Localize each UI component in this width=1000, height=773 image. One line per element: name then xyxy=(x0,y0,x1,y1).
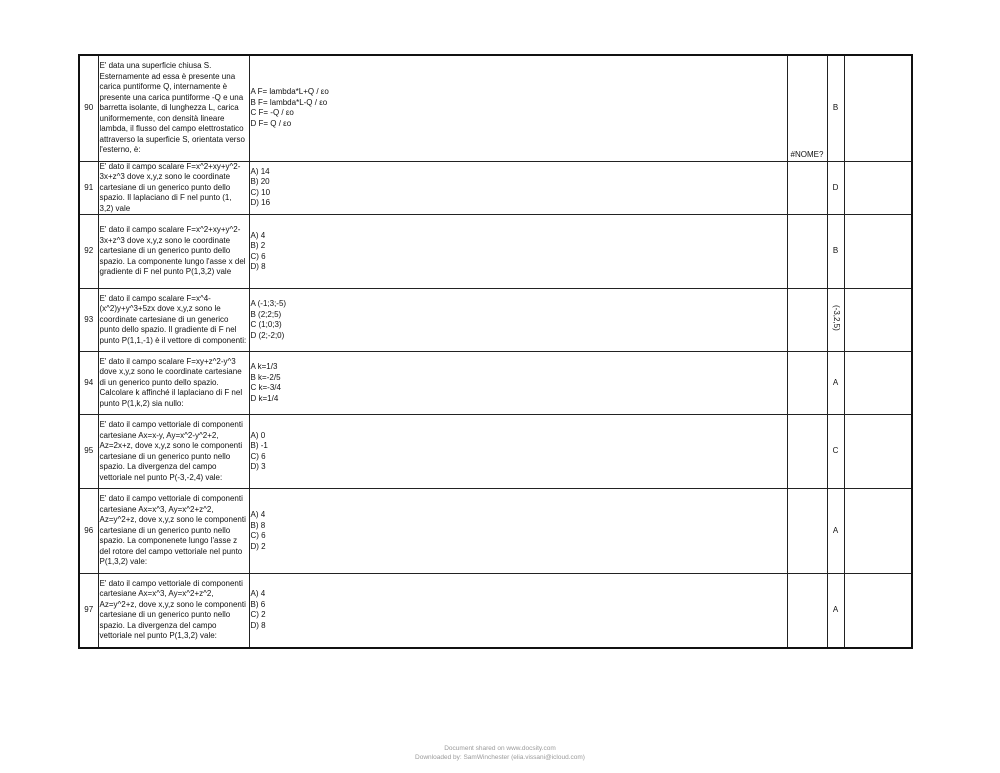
answer-options: A) 14 B) 20 C) 10 D) 16 xyxy=(249,161,787,215)
answer-options: A F= lambda*L+Q / εo B F= lambda*L-Q / εo C F= -Q / εo D F= Q / εo xyxy=(249,55,787,161)
table-row xyxy=(79,55,912,161)
docsity-share-notice: Document shared on www.docsity.com xyxy=(444,745,556,752)
answer-key: A xyxy=(827,574,844,648)
formula-error-cell xyxy=(787,289,827,352)
question-number: 91 xyxy=(79,161,98,215)
answer-key: A xyxy=(827,489,844,574)
answer-options: A) 0 B) -1 C) 6 D) 3 xyxy=(249,415,787,489)
empty-cell xyxy=(844,289,912,352)
question-text: E' dato il campo vettoriale di componenti cartesiane Ax=x^3, Ay=x^2+z^2, Az=y^2+z, dove x,y,z sono le componenti cartesiane di un generico punto nello spazio. La componenete lungo l'asse z del rotore del campo vettoriale nel punto P(1,3,2) vale: xyxy=(98,489,249,574)
answer-key: A xyxy=(827,352,844,415)
formula-error-cell xyxy=(787,489,827,574)
answer-key: C xyxy=(827,415,844,489)
answer-options: A) 4 B) 2 C) 6 D) 8 xyxy=(249,215,787,289)
empty-cell xyxy=(844,415,912,489)
empty-cell xyxy=(844,489,912,574)
download-attribution: Downloaded by: SamWinchester (elia.vissani@icloud.com) xyxy=(415,754,585,761)
question-number: 92 xyxy=(79,215,98,289)
answer-options: A) 4 B) 6 C) 2 D) 8 xyxy=(249,574,787,648)
quiz-table xyxy=(78,54,913,649)
empty-cell xyxy=(844,161,912,215)
question-text: E' dato il campo scalare F=x^2+xy+y^2-3x+z^3 dove x,y,z sono le coordinate cartesiane di un generico punto dello spazio. Il laplaciano di F nel punto (1, 3,2) vale xyxy=(98,161,249,215)
question-text: E' dato il campo scalare F=xy+z^2-y^3 dove x,y,z sono le coordinate cartesiane di un generico punto dello spazio. Calcolare k affinché il laplaciano di F nel punto P(1,k,2) sia nullo: xyxy=(98,352,249,415)
question-number: 97 xyxy=(79,574,98,648)
formula-error-cell xyxy=(787,574,827,648)
table-row xyxy=(79,489,912,574)
formula-error-cell xyxy=(787,215,827,289)
question-text: E' dato il campo scalare F=x^4-(x^2)y+y^3+5zx dove x,y,z sono le coordinate cartesiane di un generico punto dello spazio. Il gradiente di F nel punto P(1,1,-1) è il vettore di componenti: xyxy=(98,289,249,352)
question-text: E' dato il campo scalare F=x^2+xy+y^2-3x+z^3 dove x,y,z sono le coordinate cartesiane di un generico punto dello spazio. La componente lungo l'asse x del gradiente di F nel punto P(1,3,2) vale xyxy=(98,215,249,289)
table-row xyxy=(79,574,912,648)
answer-options: A (-1;3;-5) B (2;2;5) C (1;0;3) D (2;-2;0) xyxy=(249,289,787,352)
formula-error-cell xyxy=(787,415,827,489)
formula-error-cell xyxy=(787,352,827,415)
question-text: E' dato il campo vettoriale di componenti cartesiane Ax=x-y, Ay=x^2-y^2+2, Az=2x+z, dove x,y,z sono le componenti cartesiane di un generico punto nello spazio. La divergenza del campo vettoriale nel punto P(-3,-2,4) vale: xyxy=(98,415,249,489)
answer-key: B xyxy=(827,215,844,289)
table-row xyxy=(79,352,912,415)
table-row xyxy=(79,161,912,215)
empty-cell xyxy=(844,352,912,415)
table-row xyxy=(79,415,912,489)
question-number: 90 xyxy=(79,55,98,161)
question-number: 94 xyxy=(79,352,98,415)
answer-key-rotated: (-3,2,5) xyxy=(831,305,841,332)
table-row xyxy=(79,215,912,289)
question-number: 95 xyxy=(79,415,98,489)
empty-cell xyxy=(844,574,912,648)
formula-error-cell: #NOME? xyxy=(787,55,827,161)
question-number: 93 xyxy=(79,289,98,352)
answer-options: A k=1/3 B k=-2/5 C k=-3/4 D k=1/4 xyxy=(249,352,787,415)
question-text: E' dato il campo vettoriale di componenti cartesiane Ax=x^3, Ay=x^2+z^2, Az=y^2+z, dove x,y,z sono le componenti cartesiane di un generico punto nello spazio. La divergenza del campo vettoriale nel punto P(1,3,2) vale: xyxy=(98,574,249,648)
table-row xyxy=(79,289,912,352)
answer-key xyxy=(827,289,844,352)
answer-options: A) 4 B) 8 C) 6 D) 2 xyxy=(249,489,787,574)
empty-cell xyxy=(844,215,912,289)
answer-key: B xyxy=(827,55,844,161)
question-number: 96 xyxy=(79,489,98,574)
answer-key: D xyxy=(827,161,844,215)
formula-error-cell xyxy=(787,161,827,215)
question-text: E' data una superficie chiusa S. Esternamente ad essa è presente una carica puntiforme Q, internamente è presente una carica puntiforme -Q e una barretta isolante, di lunghezza L, carica uniformemente, con densità lineare lambda, il flusso del campo elettrostatico attraverso la superficie S, orientata verso l'esterno, è: xyxy=(98,55,249,161)
empty-cell xyxy=(844,55,912,161)
